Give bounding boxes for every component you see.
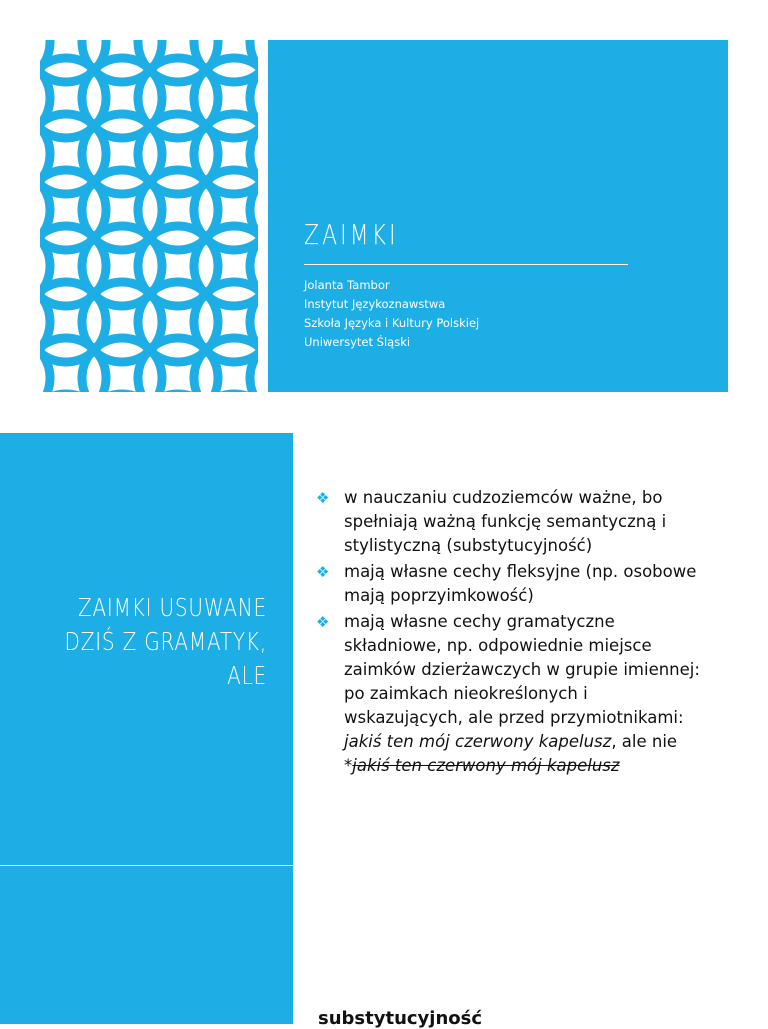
author-name: Jolanta Tambor [304, 278, 390, 292]
title-panel [268, 40, 728, 392]
institute-name: Instytut Językoznawstwa [304, 297, 446, 311]
diamond-bullet-icon: ❖ [316, 563, 330, 581]
presentation-title: ZAIMKI [304, 218, 399, 251]
slide2-title: ZAIMKI USUWANE DZIŚ Z GRAMATYK, ALE [64, 593, 268, 690]
title-divider [304, 264, 628, 265]
university-name: Uniwersytet Śląski [304, 335, 411, 349]
list-item [316, 486, 711, 558]
slide3-heading-partial: substytucyjność [318, 1008, 483, 1029]
correct-example: jakiś ten mój czerwony kapelusz [344, 732, 612, 751]
list-item [316, 610, 711, 778]
bullet-text: mają własne cechy fleksyjne (np. osobowe mają poprzyimkowość) [344, 562, 697, 605]
author-info [304, 276, 479, 352]
bullet-text: w nauczaniu cudzoziemców ważne, bo spełniają ważną funkcję semantyczną i stylistyczną (substytucyjność) [344, 488, 667, 555]
slide2-title-panel [0, 433, 293, 865]
bullet-text-separator: , ale nie * [344, 732, 678, 775]
diamond-bullet-icon: ❖ [316, 613, 330, 631]
diamond-bullet-icon: ❖ [316, 489, 330, 507]
slide2-bullet-list [316, 486, 711, 780]
title-slide [40, 40, 728, 392]
school-name: Szkoła Języka i Kultury Polskiej [304, 316, 480, 330]
slide3-title-panel [0, 866, 293, 1024]
incorrect-example: jakiś ten czerwony mój kapelusz [352, 756, 620, 775]
interlocking-circles-pattern-icon [40, 40, 258, 392]
list-item [316, 560, 711, 608]
bullet-text: mają własne cechy gramatyczne składniowe, np. odpowiednie miejsce zaimków dzierżawczych w grupie imiennej: po zaimkach nieokreślonych i wskazujących, ale przed przymiotnikami: [344, 612, 700, 727]
